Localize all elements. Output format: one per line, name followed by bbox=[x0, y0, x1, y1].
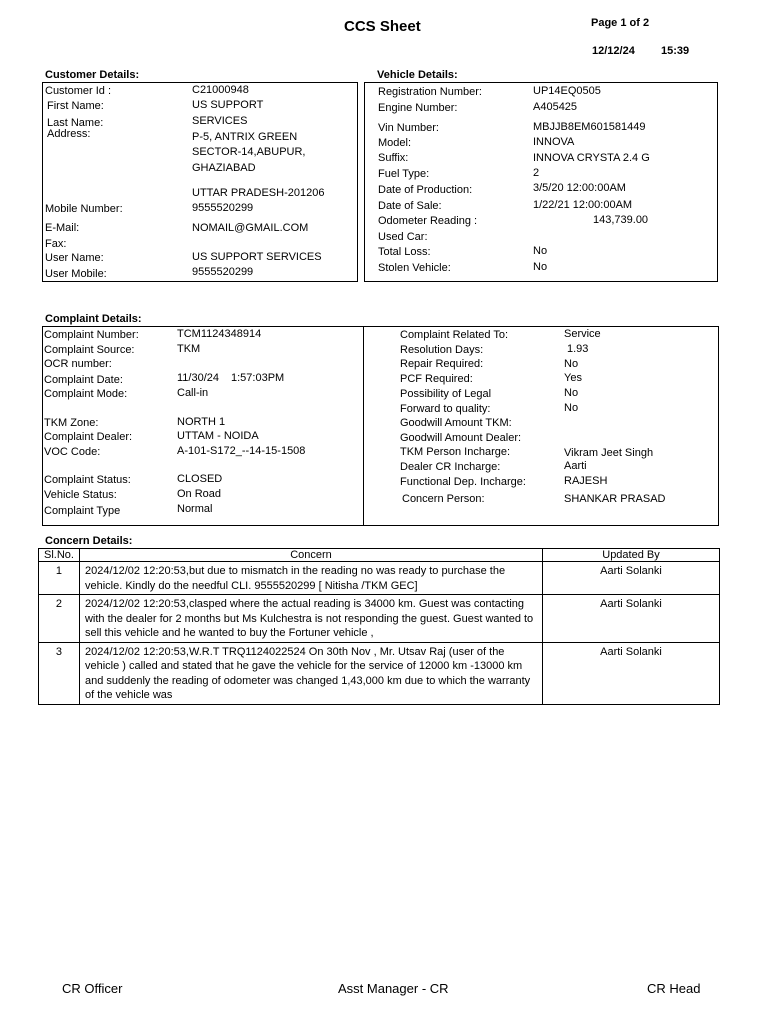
col-header-concern: Concern bbox=[79, 549, 542, 562]
complaint-status-label: Complaint Status: bbox=[44, 474, 131, 486]
fax-label: Fax: bbox=[45, 238, 67, 250]
tkm-person-value: Vikram Jeet Singh bbox=[564, 447, 654, 459]
possibility-legal-value: No bbox=[564, 387, 579, 399]
print-time: 15:39 bbox=[661, 45, 690, 57]
address-line-1: P-5, ANTRIX GREEN bbox=[192, 131, 298, 143]
dealer-cr-label: Dealer CR Incharge: bbox=[400, 461, 501, 473]
vehicle-status-label: Vehicle Status: bbox=[44, 489, 117, 501]
user-mobile-label: User Mobile: bbox=[45, 268, 107, 280]
total-loss-label: Total Loss: bbox=[378, 246, 431, 258]
goodwill-dealer-label: Goodwill Amount Dealer: bbox=[400, 432, 522, 444]
resolution-days-label: Resolution Days: bbox=[400, 344, 484, 356]
model-label: Model: bbox=[378, 137, 412, 149]
resolution-days-value: 1.93 bbox=[567, 343, 589, 355]
col-header-sl: Sl.No. bbox=[39, 549, 80, 562]
page-title: CCS Sheet bbox=[344, 18, 421, 35]
ocr-number-label: OCR number: bbox=[44, 358, 112, 370]
complaint-details-title: Complaint Details: bbox=[45, 313, 142, 325]
sale-date-value: 1/22/21 12:00:00AM bbox=[533, 199, 633, 211]
registration-label: Registration Number: bbox=[378, 86, 482, 98]
voc-code-value: A-101-S172_--14-15-1508 bbox=[177, 445, 306, 457]
concern-details-title: Concern Details: bbox=[45, 535, 133, 547]
table-row bbox=[39, 642, 720, 704]
stolen-vehicle-value: No bbox=[533, 261, 548, 273]
page-number: Page 1 of 2 bbox=[591, 17, 650, 29]
repair-required-label: Repair Required: bbox=[400, 358, 484, 370]
complaint-dealer-value: UTTAM - NOIDA bbox=[177, 430, 259, 442]
possibility-legal-label: Possibility of Legal bbox=[400, 388, 492, 400]
functional-incharge-value: RAJESH bbox=[564, 475, 608, 487]
vin-label: Vin Number: bbox=[378, 122, 439, 134]
cr-officer-signature: CR Officer bbox=[62, 981, 123, 996]
concern-sl: 2 bbox=[39, 595, 80, 643]
forward-quality-value: No bbox=[564, 402, 579, 414]
complaint-source-label: Complaint Source: bbox=[44, 344, 135, 356]
address-line-3: GHAZIABAD bbox=[192, 162, 256, 174]
complaint-dealer-label: Complaint Dealer: bbox=[44, 431, 133, 443]
engine-value: A405425 bbox=[533, 101, 578, 113]
repair-required-value: No bbox=[564, 358, 579, 370]
production-date-value: 3/5/20 12:00:00AM bbox=[533, 182, 626, 194]
complaint-type-label: Complaint Type bbox=[44, 505, 121, 517]
cr-head-signature: CR Head bbox=[647, 981, 701, 996]
complaint-mode-value: Call-in bbox=[177, 387, 209, 399]
first-name-value: US SUPPORT bbox=[192, 99, 264, 111]
total-loss-value: No bbox=[533, 245, 548, 257]
complaint-number-label: Complaint Number: bbox=[44, 329, 139, 341]
col-header-updated-by: Updated By bbox=[542, 549, 719, 562]
engine-label: Engine Number: bbox=[378, 102, 458, 114]
vehicle-details-title: Vehicle Details: bbox=[377, 69, 458, 81]
concern-table-header bbox=[39, 549, 720, 562]
suffix-value: INNOVA CRYSTA 2.4 G bbox=[533, 152, 650, 164]
customer-details-title: Customer Details: bbox=[45, 69, 140, 81]
user-mobile-value: 9555520299 bbox=[192, 266, 254, 278]
complaint-time-value: 1:57:03PM bbox=[231, 372, 285, 384]
complaint-mode-label: Complaint Mode: bbox=[44, 388, 128, 400]
concern-table bbox=[38, 548, 720, 705]
functional-incharge-label: Functional Dep. Incharge: bbox=[400, 476, 526, 488]
table-row bbox=[39, 562, 720, 595]
print-date: 12/12/24 bbox=[592, 45, 635, 57]
concern-person-label: Concern Person: bbox=[402, 493, 485, 505]
complaint-date-value: 11/30/24 bbox=[177, 372, 220, 384]
mobile-value: 9555520299 bbox=[192, 202, 254, 214]
email-value: NOMAIL@GMAIL.COM bbox=[192, 222, 309, 234]
email-label: E-Mail: bbox=[45, 222, 80, 234]
fuel-value: 2 bbox=[533, 167, 540, 179]
production-date-label: Date of Production: bbox=[378, 184, 473, 196]
fuel-label: Fuel Type: bbox=[378, 168, 430, 180]
first-name-label: First Name: bbox=[47, 100, 104, 112]
sale-date-label: Date of Sale: bbox=[378, 200, 442, 212]
pcf-required-label: PCF Required: bbox=[400, 373, 473, 385]
stolen-vehicle-label: Stolen Vehicle: bbox=[378, 262, 451, 274]
concern-person-value: SHANKAR PRASAD bbox=[564, 493, 666, 505]
mobile-label: Mobile Number: bbox=[45, 203, 123, 215]
vin-value: MBJJB8EM601581449 bbox=[533, 121, 646, 133]
pcf-required-value: Yes bbox=[564, 372, 582, 384]
odometer-label: Odometer Reading : bbox=[378, 215, 478, 227]
registration-value: UP14EQ0505 bbox=[533, 85, 601, 97]
model-value: INNOVA bbox=[533, 136, 575, 148]
customer-id-value: C21000948 bbox=[192, 84, 249, 96]
concern-updated-by: Aarti Solanki bbox=[542, 642, 719, 704]
forward-quality-label: Forward to quality: bbox=[400, 403, 491, 415]
last-name-value: SERVICES bbox=[192, 115, 248, 127]
concern-updated-by: Aarti Solanki bbox=[542, 562, 719, 595]
complaint-status-value: CLOSED bbox=[177, 473, 223, 485]
complaint-related-value: Service bbox=[564, 328, 601, 340]
goodwill-tkm-label: Goodwill Amount TKM: bbox=[400, 417, 512, 429]
concern-text: 2024/12/02 12:20:53,W.R.T TRQ1124022524 On 30th Nov , Mr. Utsav Raj (user of the vehicle ) called and stated that he gave the vehicle for the service of 12000 km -13000 km and suddenly the reading of odometer was changed 1,43,000 km due to which the warranty of the vehicle was bbox=[79, 642, 542, 704]
address-label: Address: bbox=[47, 128, 91, 140]
tkm-person-label: TKM Person Incharge: bbox=[400, 446, 511, 458]
vehicle-status-value: On Road bbox=[177, 488, 222, 500]
complaint-source-value: TKM bbox=[177, 343, 201, 355]
tkm-zone-value: NORTH 1 bbox=[177, 416, 226, 428]
concern-text: 2024/12/02 12:20:53,clasped where the actual reading is 34000 km. Guest was contacting with the dealer for 2 months but Ms Kulchestra is not responding the guest. Guest wanted to sell this vehicle and he wanted to buy the Fortuner vehicle , bbox=[79, 595, 542, 643]
concern-sl: 3 bbox=[39, 642, 80, 704]
customer-id-label: Customer Id : bbox=[45, 85, 112, 97]
last-name-label: Last Name: bbox=[47, 117, 104, 129]
table-row bbox=[39, 595, 720, 643]
odometer-value: 143,739.00 bbox=[593, 214, 649, 226]
used-car-label: Used Car: bbox=[378, 231, 428, 243]
concern-text: 2024/12/02 12:20:53,but due to mismatch in the reading no was ready to purchase the vehicle. Kindly do the needful CLI. 9555520299 [ Nitisha /TKM GEC] bbox=[79, 562, 542, 595]
user-name-value: US SUPPORT SERVICES bbox=[192, 251, 322, 263]
asst-manager-signature: Asst Manager - CR bbox=[338, 981, 449, 996]
suffix-label: Suffix: bbox=[378, 152, 409, 164]
tkm-zone-label: TKM Zone: bbox=[44, 417, 99, 429]
complaint-related-label: Complaint Related To: bbox=[400, 329, 509, 341]
address-line-2: SECTOR-14,ABUPUR, bbox=[192, 146, 306, 158]
concern-sl: 1 bbox=[39, 562, 80, 595]
complaint-type-value: Normal bbox=[177, 503, 213, 515]
concern-updated-by: Aarti Solanki bbox=[542, 595, 719, 643]
user-name-label: User Name: bbox=[45, 252, 104, 264]
complaint-date-label: Complaint Date: bbox=[44, 374, 123, 386]
address-line-4: UTTAR PRADESH-201206 bbox=[192, 187, 325, 199]
complaint-number-value: TCM1124348914 bbox=[177, 328, 262, 340]
voc-code-label: VOC Code: bbox=[44, 446, 101, 458]
dealer-cr-value: Aarti bbox=[564, 460, 587, 472]
